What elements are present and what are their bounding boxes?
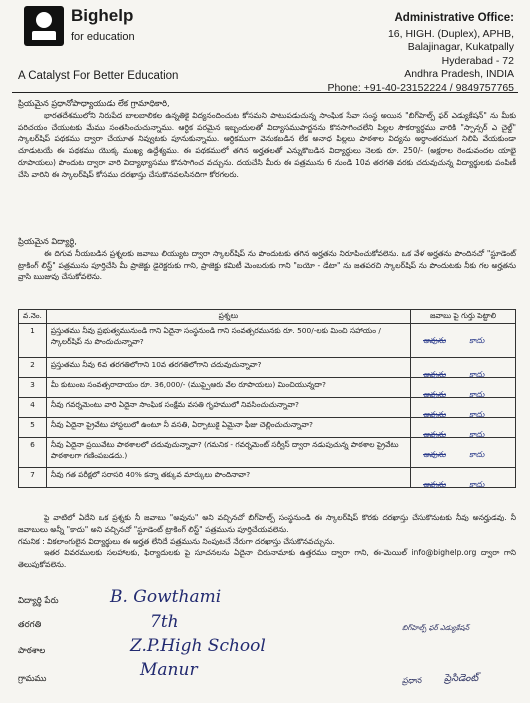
question-number: 7 (19, 468, 47, 488)
answer-cell (411, 378, 516, 398)
table-row (19, 468, 516, 488)
question-text: నీవు గవర్నమెంటు వారి ఏదైనా సాంఘిక సంక్షేమ వసతి గృహములో నివసించుచున్నావా? (46, 398, 410, 418)
question-number: 3 (19, 378, 47, 398)
brand-subtitle: for education (71, 31, 135, 43)
student-name-value: B. Gowthami (110, 587, 222, 607)
question-text: మీ కుటుంబ సంవత్సరాదాయం రూ. 36,000/- (ముప్పైఆరు వేల రూపాయలు) మించియున్నదా? (46, 378, 410, 398)
question-text: ప్రస్తుతము నీవు ప్రభుత్వమునుండి గాని ఏదైనా సంస్థనుండి గాని సంవత్సరమునకు రూ. 500/-లకు మించి సహాయం / స్కాలర్‌షిప్ ను పొందుచున్నావా? (46, 324, 410, 358)
answer-cell (411, 418, 516, 438)
bighelp-logo (24, 4, 184, 64)
table-row (19, 438, 516, 468)
question-number: 2 (19, 358, 47, 378)
answer-cell (411, 358, 516, 378)
office-line: Balajinagar, Kukatpally (407, 41, 514, 54)
question-text: నీవు ఏదైనా ప్రైవేటు హాస్టలులో ఉంటూ నీ వసతి, ఏర్పాటుకై ఏమైనా ఫీజు చెల్లించుచున్నావా? (46, 418, 410, 438)
answer-yes-crossed: అవును (423, 336, 446, 345)
table-row (19, 324, 516, 358)
table-row (19, 378, 516, 398)
table-row (19, 418, 516, 438)
answer-yes-crossed: అవును (423, 410, 446, 419)
col-answer-header: జవాబు పై గుర్తు పెట్టాలి (411, 310, 516, 324)
answer-yes-crossed: అవును (423, 390, 446, 399)
answer-yes-crossed: అవును (423, 370, 446, 379)
col-number-header: వ.నెం. (19, 310, 47, 324)
answer-no: కాదు (469, 370, 485, 379)
answer-yes-crossed: అవును (423, 450, 446, 459)
answer-yes-crossed: అవును (423, 480, 446, 489)
intro-paragraph: భారతదేశములోని నిరుపేద బాలబాలికల ఉన్నతికై విద్యనందించుట కోసమని పాటుపడుచున్న సాంఘిక సేవా సంస్థ అయిన "బిగ్‌హెల్ప్ ఫర్ ఎడ్యుకేషన్" ను మీకు పరిచయం చేయుటకు మేము సంతసించుచున్నాము. ఆర్ధిక పరమైన ఇబ్బందులతో విద్యాసముపార్జనను కొనసాగించలేని పిల్లల సౌకర్యార్ధము వారికి "స్పాన్సర్ ఎ చైల్డ్" స్కాలర్‌షిప్ పథకము ద్వారా చేయూత నివ్వుటకు పూనుకున్నాము. ఆర్ధికముగా వెనుకబడిన లేక అనాధ పిల్లలు పాఠశాల విద్యను అర్ధాంతరముగ నిలిపి వేయకుండా చూడుటయే ఈ పథకము యొక్క ముఖ్య ఉద్దేశ్యము. ఈ పథకములో తగిన అర్హతలతో ఎన్నుకొబడిన విద్యార్థులు నెలకు రూ. 250/- (అక్షరాల రెండువందల యాభై రూపాయలు) పొందుట ద్వారా వారి విద్యాభ్యాసము కొనసాగించ వచ్చును. దయచేసి మీరు ఈ పత్రమును 6 నుండి 10వ తరగతి వరకు చదువుచున్న విద్యార్థులకు పంపిణీ చేసి వారిని ఈ స్కాలర్‌షిప్ కోసము దరఖాస్తు చేసుకొనవలసినదిగా కోరగలరు. (18, 110, 516, 179)
president-signature: ప్రెసిడెంట్ (444, 673, 479, 684)
instructions-paragraph: ఈ దిగువ నీయబడిన ప్రశ్నలకు జవాబు లియ్యుట ద్వారా స్కాలర్‌షిప్ ను పొందుటకు తగిన అర్హతను నిరూపించుకోవలెను. ఒక వేళ అర్హతను పొందినచో "స్టూడెంట్ ట్రాకింగ్ లిస్ట్" పత్రమును పూర్తిచేసి మీ ప్రాజెక్టు డైరెక్టరుకు గాని, ప్రాజెక్టు కమిటీ మెంబరుకు గాని "బయో - డేటా" ను జతపరచి స్కాలర్‌షిప్ ను పొందుటకు నీకు గల అర్హతను వ్రాసి ఋజువు చేసుకోవలెను. (18, 248, 516, 282)
table-row (19, 358, 516, 378)
office-line: 16, HIGH. (Duplex), APHB, (387, 27, 514, 40)
col-question-header: ప్రశ్నలు (46, 310, 410, 324)
letter-body (18, 98, 516, 181)
class-label: తరగతి (18, 620, 42, 630)
village-label: గ్రామము (18, 674, 47, 684)
answer-cell (411, 324, 516, 358)
class-value: 7th (150, 612, 179, 632)
answer-cell (411, 398, 516, 418)
question-number: 4 (19, 398, 47, 418)
answer-no: కాదు (469, 450, 485, 459)
answer-yes-crossed: అవును (423, 430, 446, 439)
office-phone: Phone: +91-40-23152224 / 9849757765 (327, 81, 514, 94)
answer-no: కాదు (469, 410, 485, 419)
village-value: Manur (140, 660, 198, 680)
tagline: A Catalyst For Better Education (18, 70, 179, 82)
question-number: 6 (19, 438, 47, 468)
student-section (18, 236, 516, 283)
contact-paragraph: ఇతర వివరములకు సలహాలకు, ఫిర్యాదులకు పై సూచనలను ఏదైనా చిరునామాకు ఉత్తరము ద్వారా గాని, ఈ-మెయిల్ info@bighelp.org ద్వారా గాని తెలుపుకోవలెను. (18, 548, 516, 570)
disqualification-paragraph: పై వాటిలో ఏదేని ఒక ప్రశ్నకు నీ జవాబు "అవును" అని వచ్చినచో బిగ్‌హెల్ప్ సంస్థనుండి ఈ స్కాలర్‌షిప్ కొరకు దరఖాస్తు చేసుకొనుటకు నీవు అనర్హుడవు. నీ జవాబులు అన్నీ "కాదు" అని వచ్చినచో "స్టూడెంట్ ట్రాకింగ్ లిస్ట్" పత్రమును పూర్తిచేయవలెను. (18, 513, 516, 534)
answer-cell (411, 468, 516, 488)
disabled-note: గమనిక : వికలాంగులైన విద్యార్థులు ఈ అర్హత లేనిదే పత్రమును నింపుటచే నేరుగా దరఖాస్తు చేసుకొనవచ్చును. (18, 536, 335, 546)
answer-no: కాదు (469, 336, 485, 345)
question-number: 5 (19, 418, 47, 438)
question-number: 1 (19, 324, 47, 358)
org-signature-caption: బిగ్‌హెల్ప్ ఫర్ ఎడ్యుకేషన్ (402, 624, 470, 632)
footer-notes (18, 512, 516, 571)
signature-prefix: ప్రధాన (402, 676, 422, 685)
brand-name: Bighelp (71, 6, 134, 25)
school-label: పాఠశాల (18, 646, 46, 656)
answer-no: కాదు (469, 390, 485, 399)
answer-cell (411, 438, 516, 468)
office-line: Andhra Pradesh, INDIA (404, 68, 514, 81)
table-header-row (19, 310, 516, 324)
question-text: ప్రస్తుతము నీవు 6వ తరగతిలోగాని 10వ తరగతిలోగాని చదువుచున్నావా? (46, 358, 410, 378)
school-value: Z.P.High School (130, 636, 266, 656)
question-text: నీవు ఏదైనా ప్రయివేటు పాఠశాలలో చదువుచున్నావా? (గమనిక - గవర్నమెంట్ సర్వీస్ ద్వారా నడుపుచున్న పాఠశాల ప్రైవేటు పాఠశాలగా గణింపబడదు.) (46, 438, 410, 468)
salutation-headmaster: ప్రియమైన ప్రధానోపాధ్యాయుడు లేక గ్రామాధికారి, (18, 98, 170, 108)
answer-no: కాదు (469, 430, 485, 439)
office-line: Hyderabad - 72 (441, 54, 514, 67)
table-row (19, 398, 516, 418)
student-name-label: విద్యార్థి పేరు (18, 596, 59, 606)
office-title: Administrative Office: (394, 12, 514, 24)
office-address (314, 12, 514, 96)
salutation-student: ప్రియమైన విద్యార్థి, (18, 236, 77, 246)
answer-no: కాదు (469, 480, 485, 489)
logo-emblem-icon (24, 6, 64, 46)
eligibility-table (18, 309, 516, 488)
question-text: నీవు గత పరీక్షలో సరాసరి 40% కన్నా తక్కువ మార్కులు పొందినావా? (46, 468, 410, 488)
header-divider (12, 92, 518, 93)
